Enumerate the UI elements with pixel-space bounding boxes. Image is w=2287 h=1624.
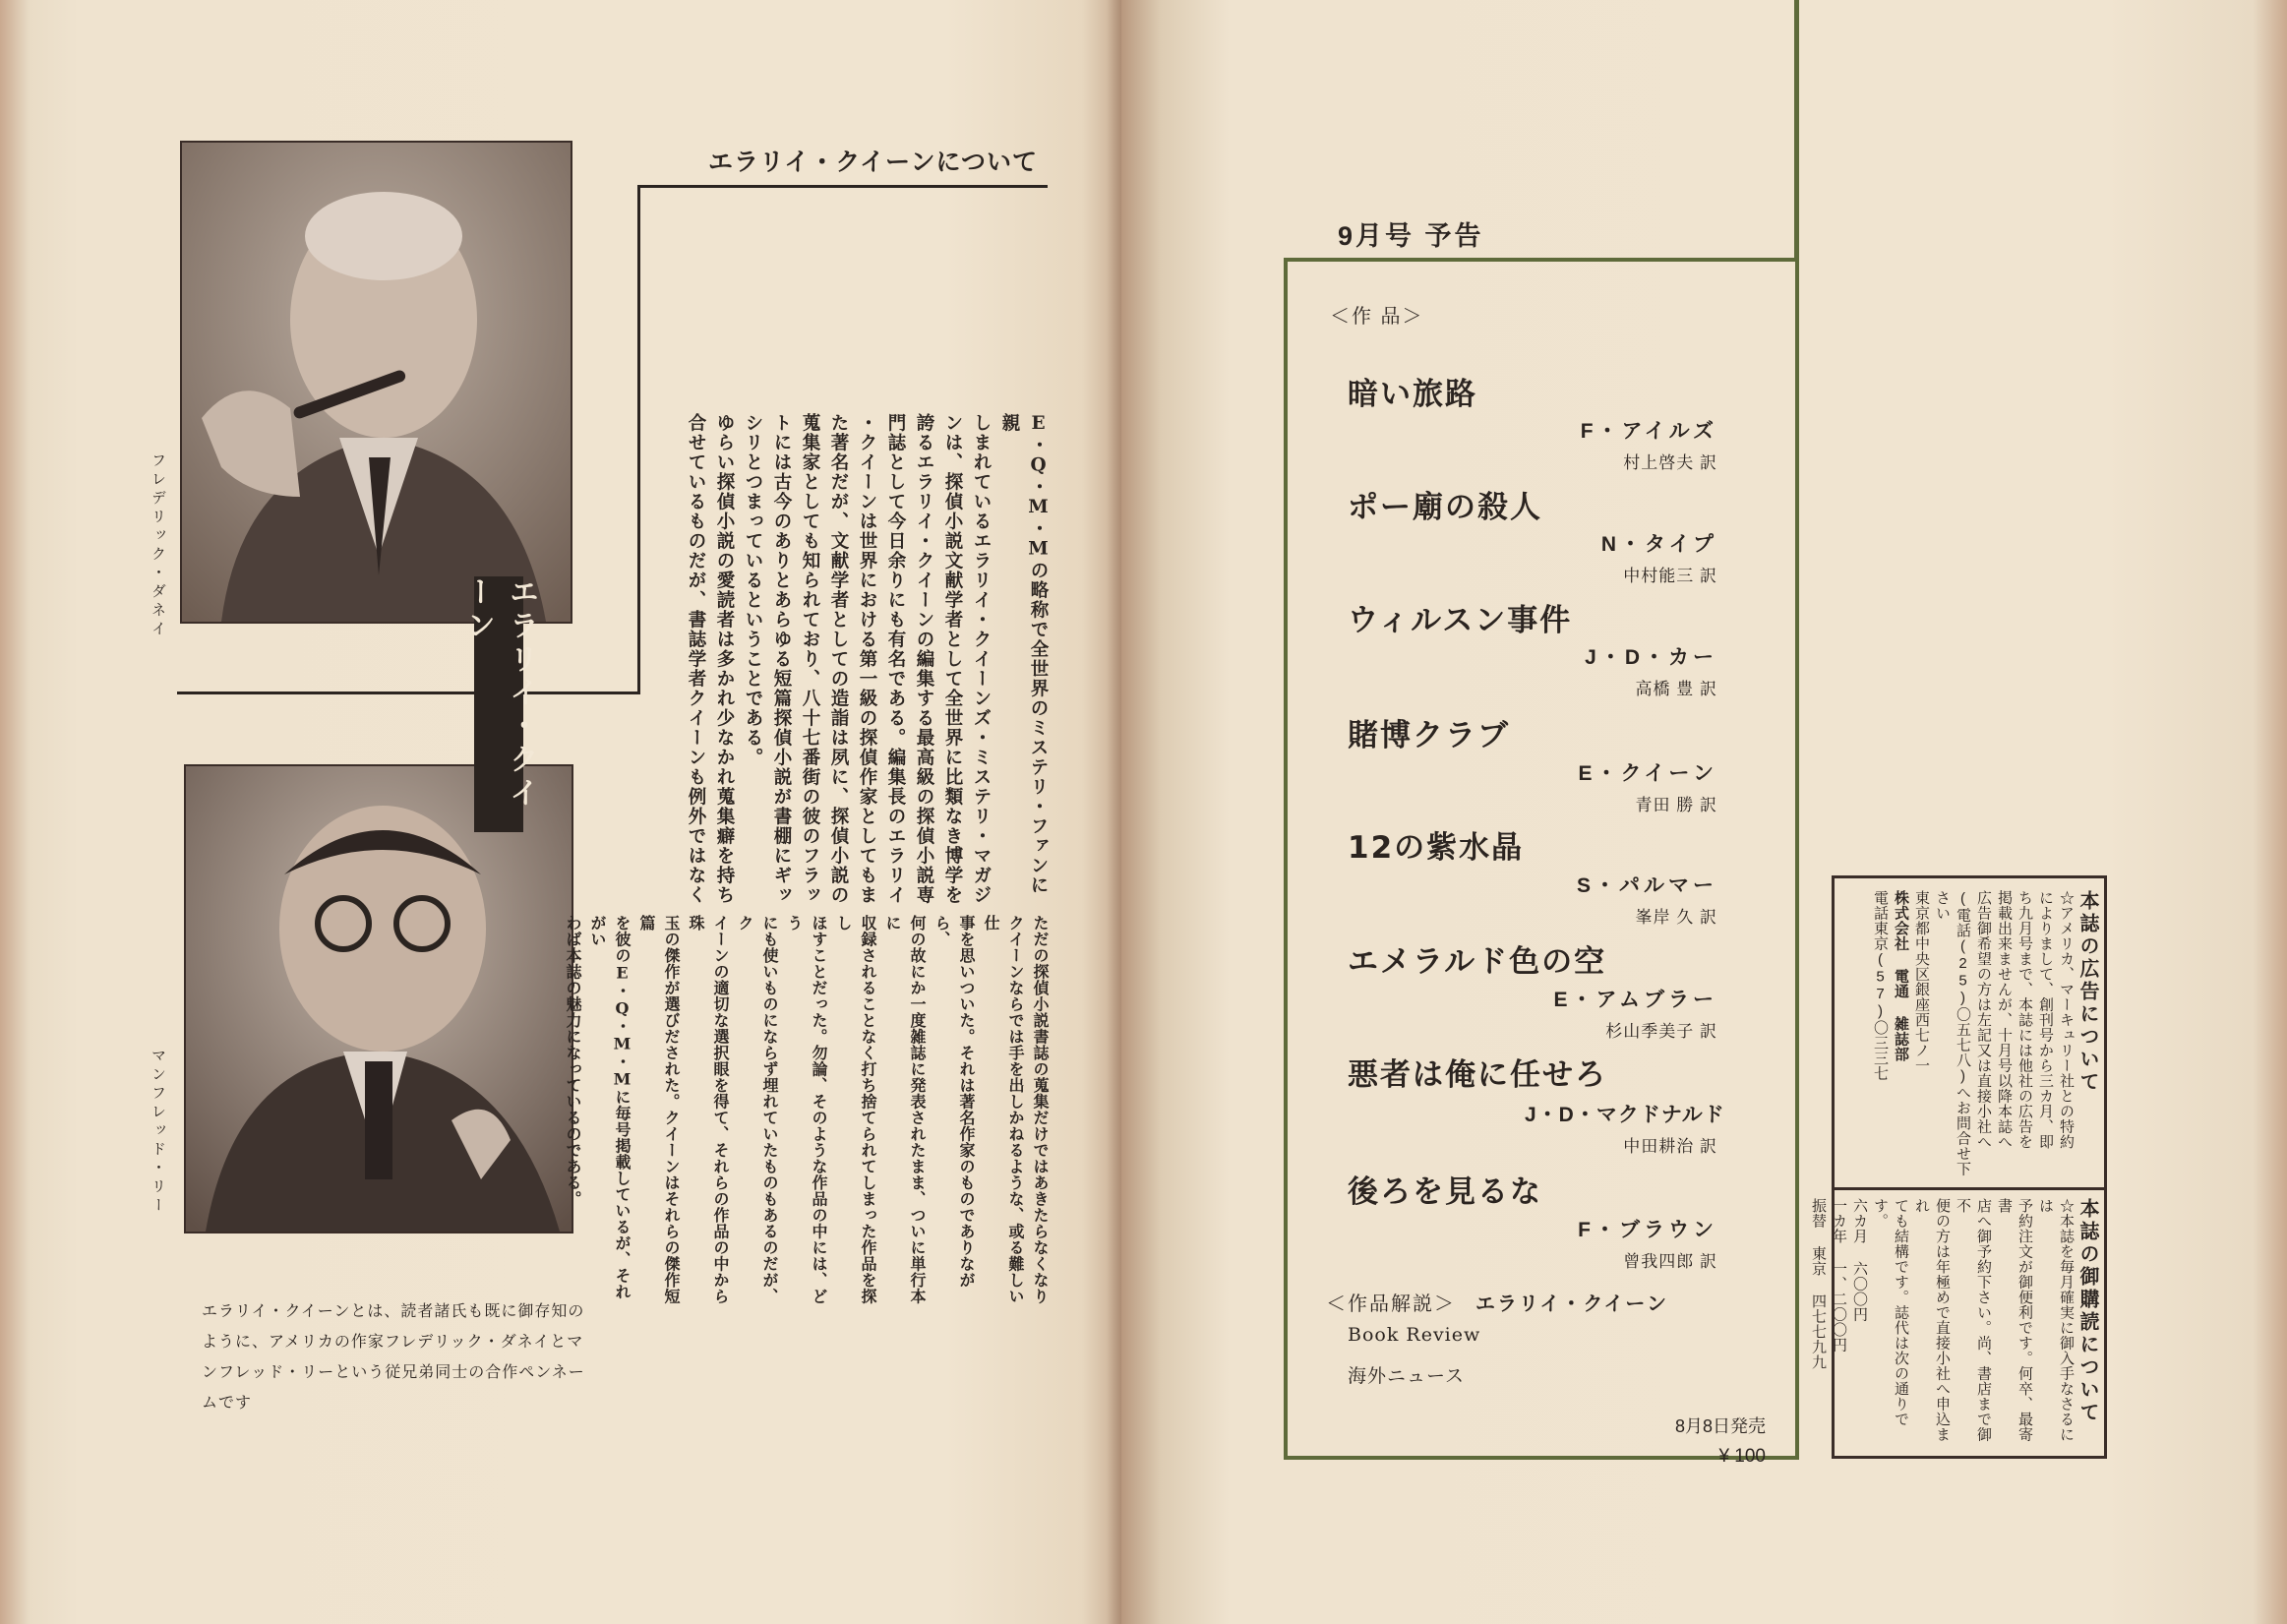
ad-notice-line: ☆アメリカ、マーキュリー社との特約	[2058, 890, 2075, 1150]
ad-notice-line: (電話(25)〇五七八)へお問合せ下さい	[1934, 890, 1971, 1176]
bracket-vertical	[637, 185, 640, 694]
work-author: S・パルマー	[1576, 874, 1717, 897]
body-line: わば本誌の魅力になっているのである。	[564, 915, 582, 1207]
caption-frederic-dannay: フレデリック・ダネイ	[150, 452, 166, 639]
ad-notice-heading: 本誌の広告について	[2076, 890, 2098, 1094]
ad-notice	[1841, 890, 2097, 1180]
body-line: ・クイーンは世界における第一級の探偵作家としてもま	[857, 413, 877, 905]
body-line: た著名だが、文献学者としての造詣は夙に、探偵小説の	[828, 413, 849, 905]
work-title: エメラルド色の空	[1348, 944, 1607, 980]
heading-underline	[637, 185, 1048, 188]
subscription-notice-line: ☆本誌を毎月確実に御入手なさるには	[2037, 1198, 2075, 1442]
body-line: 玉の傑作が選びだされた。クイーンはそれらの傑作短篇	[637, 915, 681, 1304]
subscription-notice-line: 一カ年 一、二〇〇円	[1831, 1198, 1847, 1353]
body-line: 収録されることなく打ち捨てられてしまった作品を探し	[834, 915, 877, 1304]
body-line: トには古今のありとあらゆる短篇探偵小説が書棚にギッ	[771, 413, 792, 905]
work-title: 賭博クラブ	[1348, 718, 1510, 753]
frame-left	[1284, 258, 1288, 1460]
ad-notice-line: ち九月号まで、本誌には他社の広告を	[2016, 890, 2033, 1150]
work-translator: 高橋 豊 訳	[1635, 680, 1717, 698]
work-author: N・タイプ	[1600, 533, 1717, 556]
body-line: 誇るエラリイ・クイーンの編集する最高級の探偵小説専	[914, 413, 934, 905]
article-body-continued	[564, 915, 1053, 1308]
notice-frame-right	[2104, 875, 2107, 1459]
body-line: ほすことだった。勿論、そのような作品の中には、どう	[785, 915, 828, 1304]
body-line: シリとつまっているということである。	[743, 413, 763, 767]
subscription-notice	[1810, 1198, 2098, 1449]
caption-manfred-lee: マンフレッド・リー	[150, 1048, 166, 1216]
body-line: しまれているエラリイ・クイーンズ・ミステリ・マガジ	[971, 413, 992, 905]
work-title: 暗い旅路	[1348, 377, 1477, 412]
work-title: 12の紫水晶	[1348, 830, 1525, 866]
subscription-notice-heading: 本誌の御購読について	[2076, 1198, 2098, 1424]
extra-book-review: Book Review	[1348, 1324, 1481, 1346]
work-translator: 中村能三 訳	[1623, 567, 1717, 585]
portrait-dannay-image	[182, 143, 571, 622]
issue-heading: 9月号 予告	[1338, 221, 1484, 251]
article-body	[686, 413, 1053, 910]
body-line: E・Q・M・Mの略称で全世界のミステリ・ファンに親	[999, 413, 1049, 895]
body-line: を彼のE・Q・M・Mに毎号掲載しているが、それがい	[588, 915, 632, 1300]
work-title: ポー廟の殺人	[1348, 490, 1542, 525]
body-line: 事を思いついた。それは著名作家のものでありながら、	[933, 915, 976, 1289]
work-translator: 中田耕治 訳	[1623, 1137, 1717, 1156]
photo-manfred-lee	[184, 764, 573, 1233]
work-translator: 杉山季美子 訳	[1605, 1022, 1717, 1041]
work-translator: 村上啓夫 訳	[1623, 453, 1717, 472]
work-author: F・アイルズ	[1580, 420, 1717, 443]
release-date: 8月8日発売	[1674, 1416, 1766, 1436]
body-line: 何の故にか一度雑誌に発表されたまま、ついに単行本に	[883, 915, 927, 1304]
frame-top	[1284, 258, 1799, 262]
subscription-notice-line: ても結構です。誌代は次の通りです。	[1872, 1198, 1909, 1427]
work-author: J・D・カー	[1585, 646, 1717, 669]
left-heading: エラリイ・クイーンについて	[708, 149, 1039, 176]
body-line: ンは、探偵小説文献学者として全世界に比類なき博学を	[942, 413, 963, 905]
ad-notice-line: によりまして、創刊号から三カ月、即	[2037, 890, 2054, 1150]
left-page	[0, 0, 1121, 1624]
ad-notice-line: 株式会社 電通 雑誌部	[1893, 890, 1909, 1062]
works-label: ＜作 品＞	[1330, 306, 1424, 328]
work-translator: 青田 勝 訳	[1635, 796, 1717, 814]
subscription-notice-line: 予約注文が御便利です。何卒、最寄書	[1996, 1198, 2033, 1442]
body-line: イーンの適切な選択眼を得て、それらの作品の中から珠	[687, 915, 730, 1304]
frame-right	[1795, 0, 1799, 1460]
body-line: ただの探偵小説書誌の蒐集だけではあきたらなくなり	[1031, 915, 1050, 1304]
body-line: 門誌として今日余りにも有名である。編集長のエラリイ	[885, 413, 906, 905]
bottom-caption: エラリイ・クイーンとは、読者諸氏も既に御存知のように、アメリカの作家フレデリック・ダネイとマンフレッド・リーという従兄弟同士の合作ペンネームです	[202, 1303, 585, 1412]
ad-notice-line: 東京都中央区銀座西七ノ一	[1913, 890, 1930, 1073]
work-author: E・クイーン	[1578, 762, 1717, 785]
work-author: J・D・マクドナルド	[1525, 1104, 1725, 1126]
body-line: クイーンならでは手を出しかねるような、或る難しい仕	[982, 915, 1025, 1304]
commentary-author: エラリイ・クイーン	[1475, 1293, 1668, 1315]
extra-overseas-news: 海外ニュース	[1348, 1365, 1466, 1387]
work-translator: 曾我四郎 訳	[1623, 1252, 1717, 1271]
subscription-notice-line: 振替 東京 四七七九九	[1810, 1198, 1827, 1370]
ad-notice-line: 掲載出来ませんが、十月号以降本誌へ	[1996, 890, 2013, 1150]
portrait-lee-image	[186, 766, 572, 1232]
notice-divider	[1832, 1187, 2107, 1190]
body-line: にも使いものにならず埋れていたものもあるのだが、ク	[736, 915, 779, 1304]
subscription-notice-line: 便の方は年極めで直接小社へ申込まれ	[1913, 1198, 1951, 1442]
name-box-ellery-queen: エラリイ・クイーン	[474, 576, 523, 832]
ad-notice-line: 電話東京(57)〇三三七	[1872, 890, 1889, 1081]
bracket-bottom	[177, 692, 640, 694]
notice-frame-bottom	[1832, 1456, 2107, 1459]
work-author: E・アムブラー	[1553, 989, 1717, 1011]
work-title: 悪者は俺に任せろ	[1348, 1057, 1607, 1093]
ad-notice-line: 広告御希望の方は左記又は直接小社へ	[1975, 890, 1992, 1150]
work-author: F・ブラウン	[1578, 1219, 1717, 1241]
body-line: ゆらい探偵小説の愛読者は多かれ少なかれ蒐集癖を持ち	[714, 413, 735, 905]
body-line: 蒐集家としても知られており、八十七番街の彼のフラッ	[800, 413, 820, 905]
photo-frederic-dannay	[180, 141, 572, 624]
work-title: 後ろを見るな	[1348, 1174, 1542, 1210]
work-title: ウィルスン事件	[1348, 603, 1573, 638]
notice-frame-top	[1832, 875, 2107, 878]
subscription-notice-line: 六カ月 六〇〇円	[1851, 1198, 1868, 1322]
work-translator: 峯岸 久 訳	[1635, 908, 1717, 927]
commentary-label: ＜作品解説＞	[1326, 1293, 1456, 1315]
price: ¥ 100	[1718, 1446, 1766, 1467]
body-line: 合せているものだが、書誌学者クイーンも例外ではなく	[686, 413, 706, 905]
subscription-notice-line: 店へ御予約下さい。尚、書店まで御不	[1955, 1198, 1992, 1442]
